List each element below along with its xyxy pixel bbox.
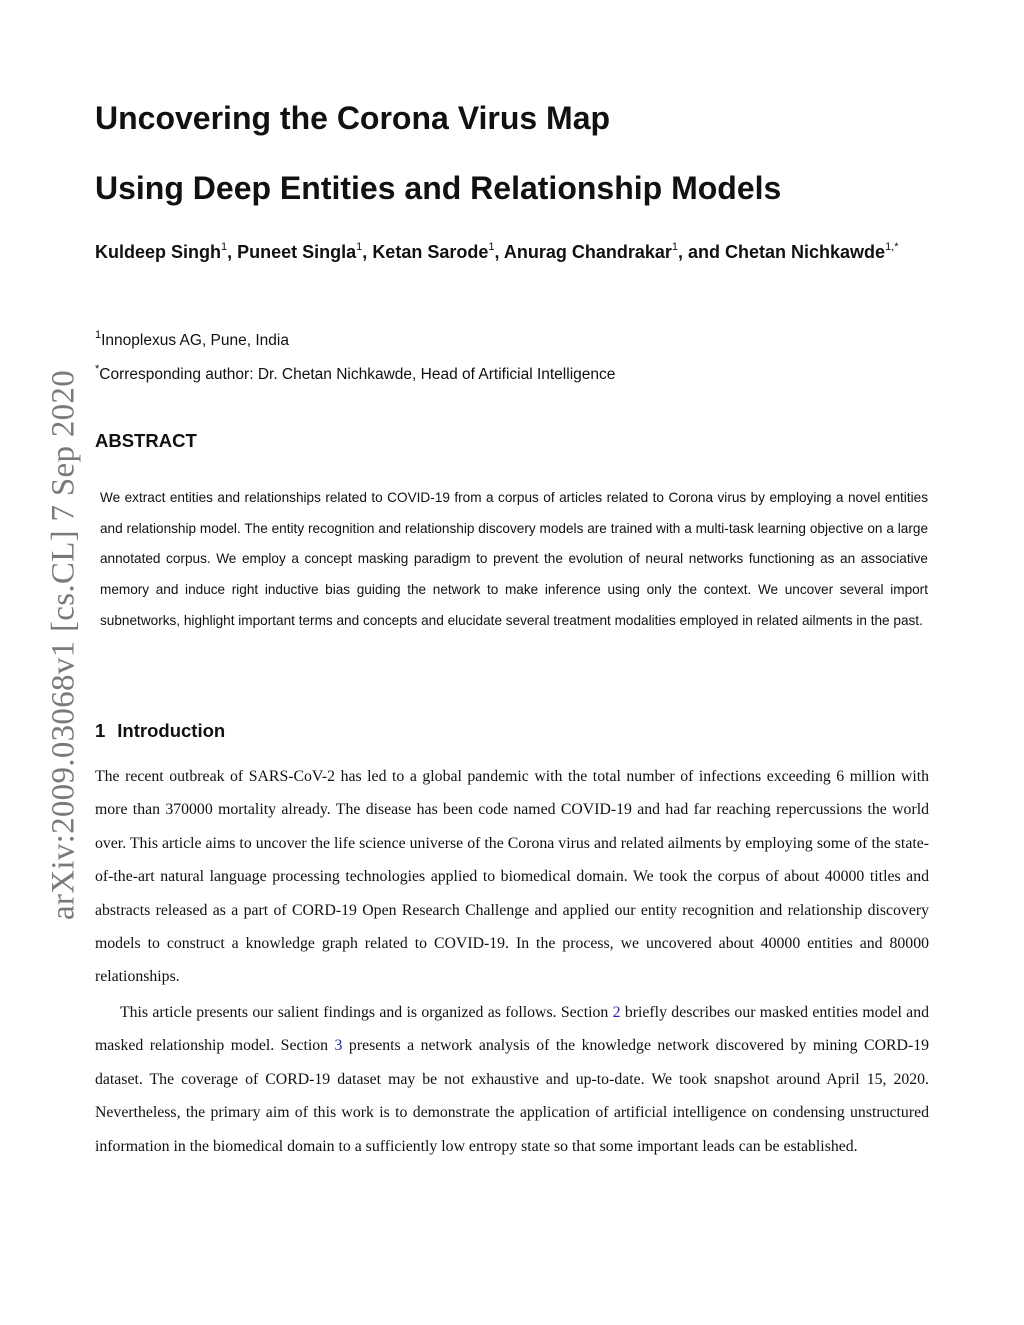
affiliation-mark: * — [95, 363, 100, 375]
section-number: 1 — [95, 720, 106, 741]
author-name: Ketan Sarode — [372, 242, 489, 262]
affiliation-mark: 1 — [95, 329, 102, 341]
affiliation-text: Corresponding author: Dr. Chetan Nichkawde, Head of Artificial Intelligence — [99, 366, 616, 384]
abstract-text: We extract entities and relationships related to COVID-19 from a corpus of articles related to Corona virus by employing a novel entities and relationship model. The entity recognition and relationship discovery models are trained with a multi-task learning objective on a large annotated corpus. We employ a concept masking paradigm to prevent the evolution of neural networks functioning as an associative memory and induce right inductive bias guiding the network to make inference using only the context. We uncover several import subnetworks, highlight important terms and concepts and elucidate several treatment modalities employed in related ailments in the past. — [100, 490, 928, 628]
author-name: Puneet Singla — [237, 242, 357, 262]
affiliation-text: Innoplexus AG, Pune, India — [101, 332, 289, 350]
section-heading-introduction — [95, 720, 225, 742]
paper-title-line2: Using Deep Entities and Relationship Models — [95, 170, 782, 206]
corresponding-author-note — [95, 364, 615, 384]
intro-paragraph-1: The recent outbreak of SARS-CoV-2 has led to a global pandemic with the total number of infections exceeding 6 million with more than 370000 mortality already. The disease has been code named COVID-19 and had far reaching repercussions the world over. This article aims to uncover the life science universe of the Corona virus and related ailments by employing some of the state-of-the-art natural language processing technologies applied to biomedical domain. We took the corpus of about 40000 titles and abstracts released as a part of CORD-19 Open Research Challenge and applied our entity recognition and relationship discovery models to construct a knowledge graph related to COVID-19. In the process, we uncovered about 40000 entities and 80000 relationships. — [95, 768, 929, 986]
author-name: Anurag Chandrakar — [503, 242, 672, 262]
section-reference-link[interactable]: 3 — [334, 1037, 343, 1055]
author-name: Chetan Nichkawde — [725, 242, 886, 262]
author-affiliation-mark: 1 — [671, 241, 678, 253]
arxiv-identifier: arXiv:2009.03068v1 [cs.CL] 7 Sep 2020 — [45, 369, 82, 921]
author-affiliation-mark: 1 — [356, 241, 363, 253]
intro-paragraph-2: This article presents our salient findings and is organized as follows. Section 2 briefly describes our masked entities model and masked relationship model. Section 3 presents a network analysis of the knowledge network discovered by mining CORD-19 dataset. The coverage of CORD-19 dataset may be not exhaustive and up-to-date. We took snapshot around April 15, 2020. Nevertheless, the primary aim of this work is to demonstrate the application of artificial intelligence on condensing unstructured information in the biomedical domain to a sufficiently low entropy state so that some important leads can be established. — [95, 1004, 929, 1155]
author-affiliation-mark: 1,* — [885, 241, 899, 253]
section-reference-link[interactable]: 2 — [612, 1004, 621, 1021]
author-list: Kuldeep Singh$^1$, Puneet Singla$^1$, Ketan Sarode$^1$, Anurag Chandrakar$^1$, and Chetan Nichkawde$^{1,*}$ — [95, 241, 899, 262]
affiliation — [95, 330, 289, 350]
author-affiliation-mark: 1 — [488, 241, 495, 253]
abstract-heading: ABSTRACT — [95, 430, 197, 451]
paper-title-line1: Uncovering the Corona Virus Map — [95, 100, 611, 136]
author-affiliation-mark: 1 — [221, 241, 228, 253]
author-name: Kuldeep Singh — [95, 242, 221, 262]
section-title: Introduction — [117, 720, 226, 741]
